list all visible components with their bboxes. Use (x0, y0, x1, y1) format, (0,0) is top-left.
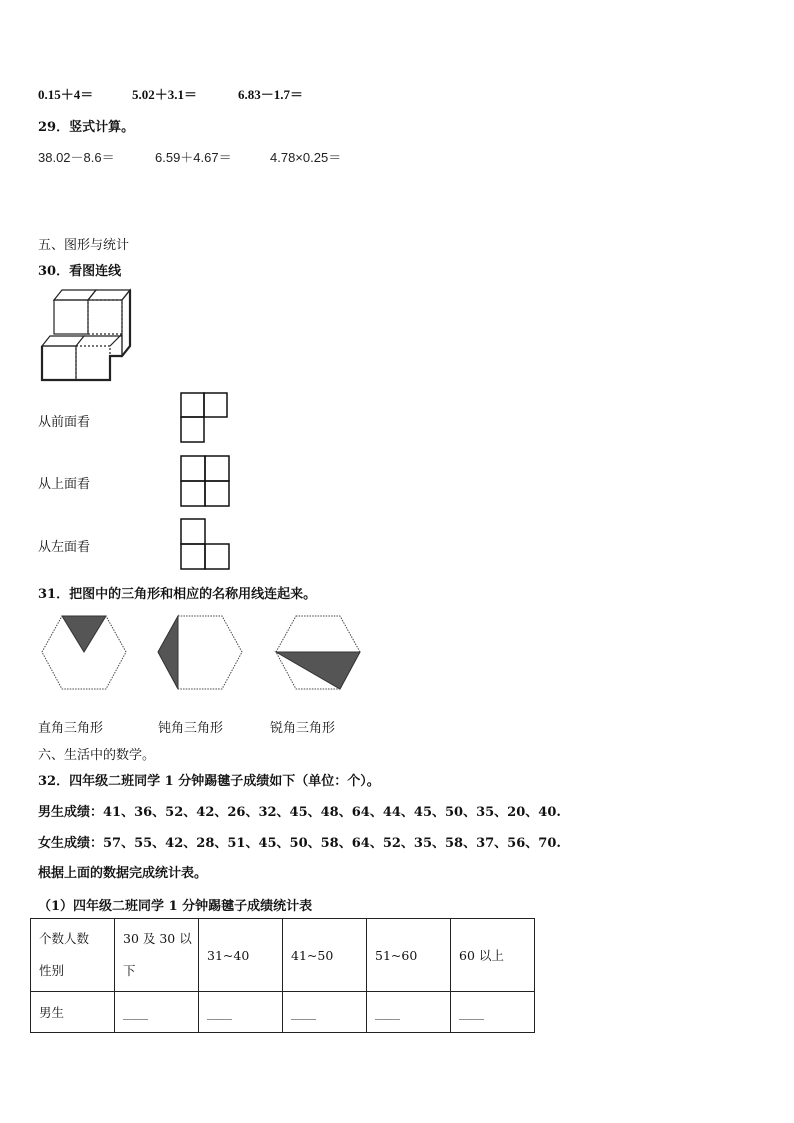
blank-cell-4[interactable]: ____ (367, 992, 451, 1033)
triangle-name-right: 直角三角形 (38, 721, 104, 736)
view-label-top: 从上面看 (38, 477, 91, 492)
view-shape-2 (180, 455, 230, 509)
table-col-header-4: 51~60 (367, 919, 451, 992)
q32-table-title: （1）四年级二班同学 1 分钟踢毽子成绩统计表 (38, 899, 313, 914)
table-row (31, 992, 535, 1033)
table-col-header-3: 41~50 (283, 919, 367, 992)
table-col-header-5: 60 以上 (451, 919, 535, 992)
blank-cell-3[interactable]: ____ (283, 992, 367, 1033)
corner-top-label: 个数人数 (39, 931, 90, 946)
q29-item-1: 38.02－8.6＝ (38, 150, 115, 165)
q29-item-3: 4.78×0.25＝ (270, 150, 342, 165)
row-label-boys: 男生 (31, 992, 115, 1033)
hexagon-obtuse-triangle (156, 614, 246, 692)
view-label-left: 从左面看 (38, 540, 91, 555)
table-col-header-1 (115, 919, 199, 992)
mental-calc-2: 5.02＋3.1＝ (132, 87, 198, 102)
corner-bottom-label: 性别 (39, 963, 65, 978)
q29-item-2: 6.59＋4.67＝ (155, 150, 232, 165)
q32-girls-scores: 女生成绩：57、55、42、28、51、45、50、58、64、52、35、58、37、56、70. (38, 836, 561, 851)
triangle-name-obtuse: 钝角三角形 (158, 721, 224, 736)
col1-line2: 下 (123, 963, 136, 978)
q30-title: 30．看图连线 (38, 264, 122, 279)
q32-instruction: 根据上面的数据完成统计表。 (38, 866, 208, 881)
mental-calc-3: 6.83－1.7＝ (238, 87, 304, 102)
section5-title: 五、图形与统计 (38, 238, 130, 253)
section6-title: 六、生活中的数学。 (38, 748, 156, 763)
triangle-name-acute: 锐角三角形 (270, 721, 336, 736)
q32-boys-scores: 男生成绩：41、36、52、42、26、32、45、48、64、44、45、50、35、20、40. (38, 805, 561, 820)
view-shape-3 (180, 518, 230, 572)
table-header-row (31, 919, 535, 992)
view-shape-1 (180, 392, 230, 444)
mental-calc-1: 0.15＋4＝ (38, 87, 94, 102)
hexagon-acute-triangle (274, 614, 364, 692)
hexagon-right-triangle (40, 614, 130, 692)
q32-title: 32．四年级二班同学 1 分钟踢毽子成绩如下（单位：个）。 (38, 774, 380, 789)
view-label-front: 从前面看 (38, 415, 91, 430)
blank-cell-1[interactable]: ____ (115, 992, 199, 1033)
col1-line1: 30 及 30 以 (123, 931, 192, 946)
blank-cell-5[interactable]: ____ (451, 992, 535, 1033)
blank-cell-2[interactable]: ____ (199, 992, 283, 1033)
q29-title: 29．竖式计算。 (38, 120, 135, 135)
stats-table (30, 918, 535, 1033)
q31-title: 31．把图中的三角形和相应的名称用线连起来。 (38, 587, 317, 602)
cube-figure (38, 286, 138, 386)
table-col-header-2: 31~40 (199, 919, 283, 992)
table-corner-cell (31, 919, 115, 992)
